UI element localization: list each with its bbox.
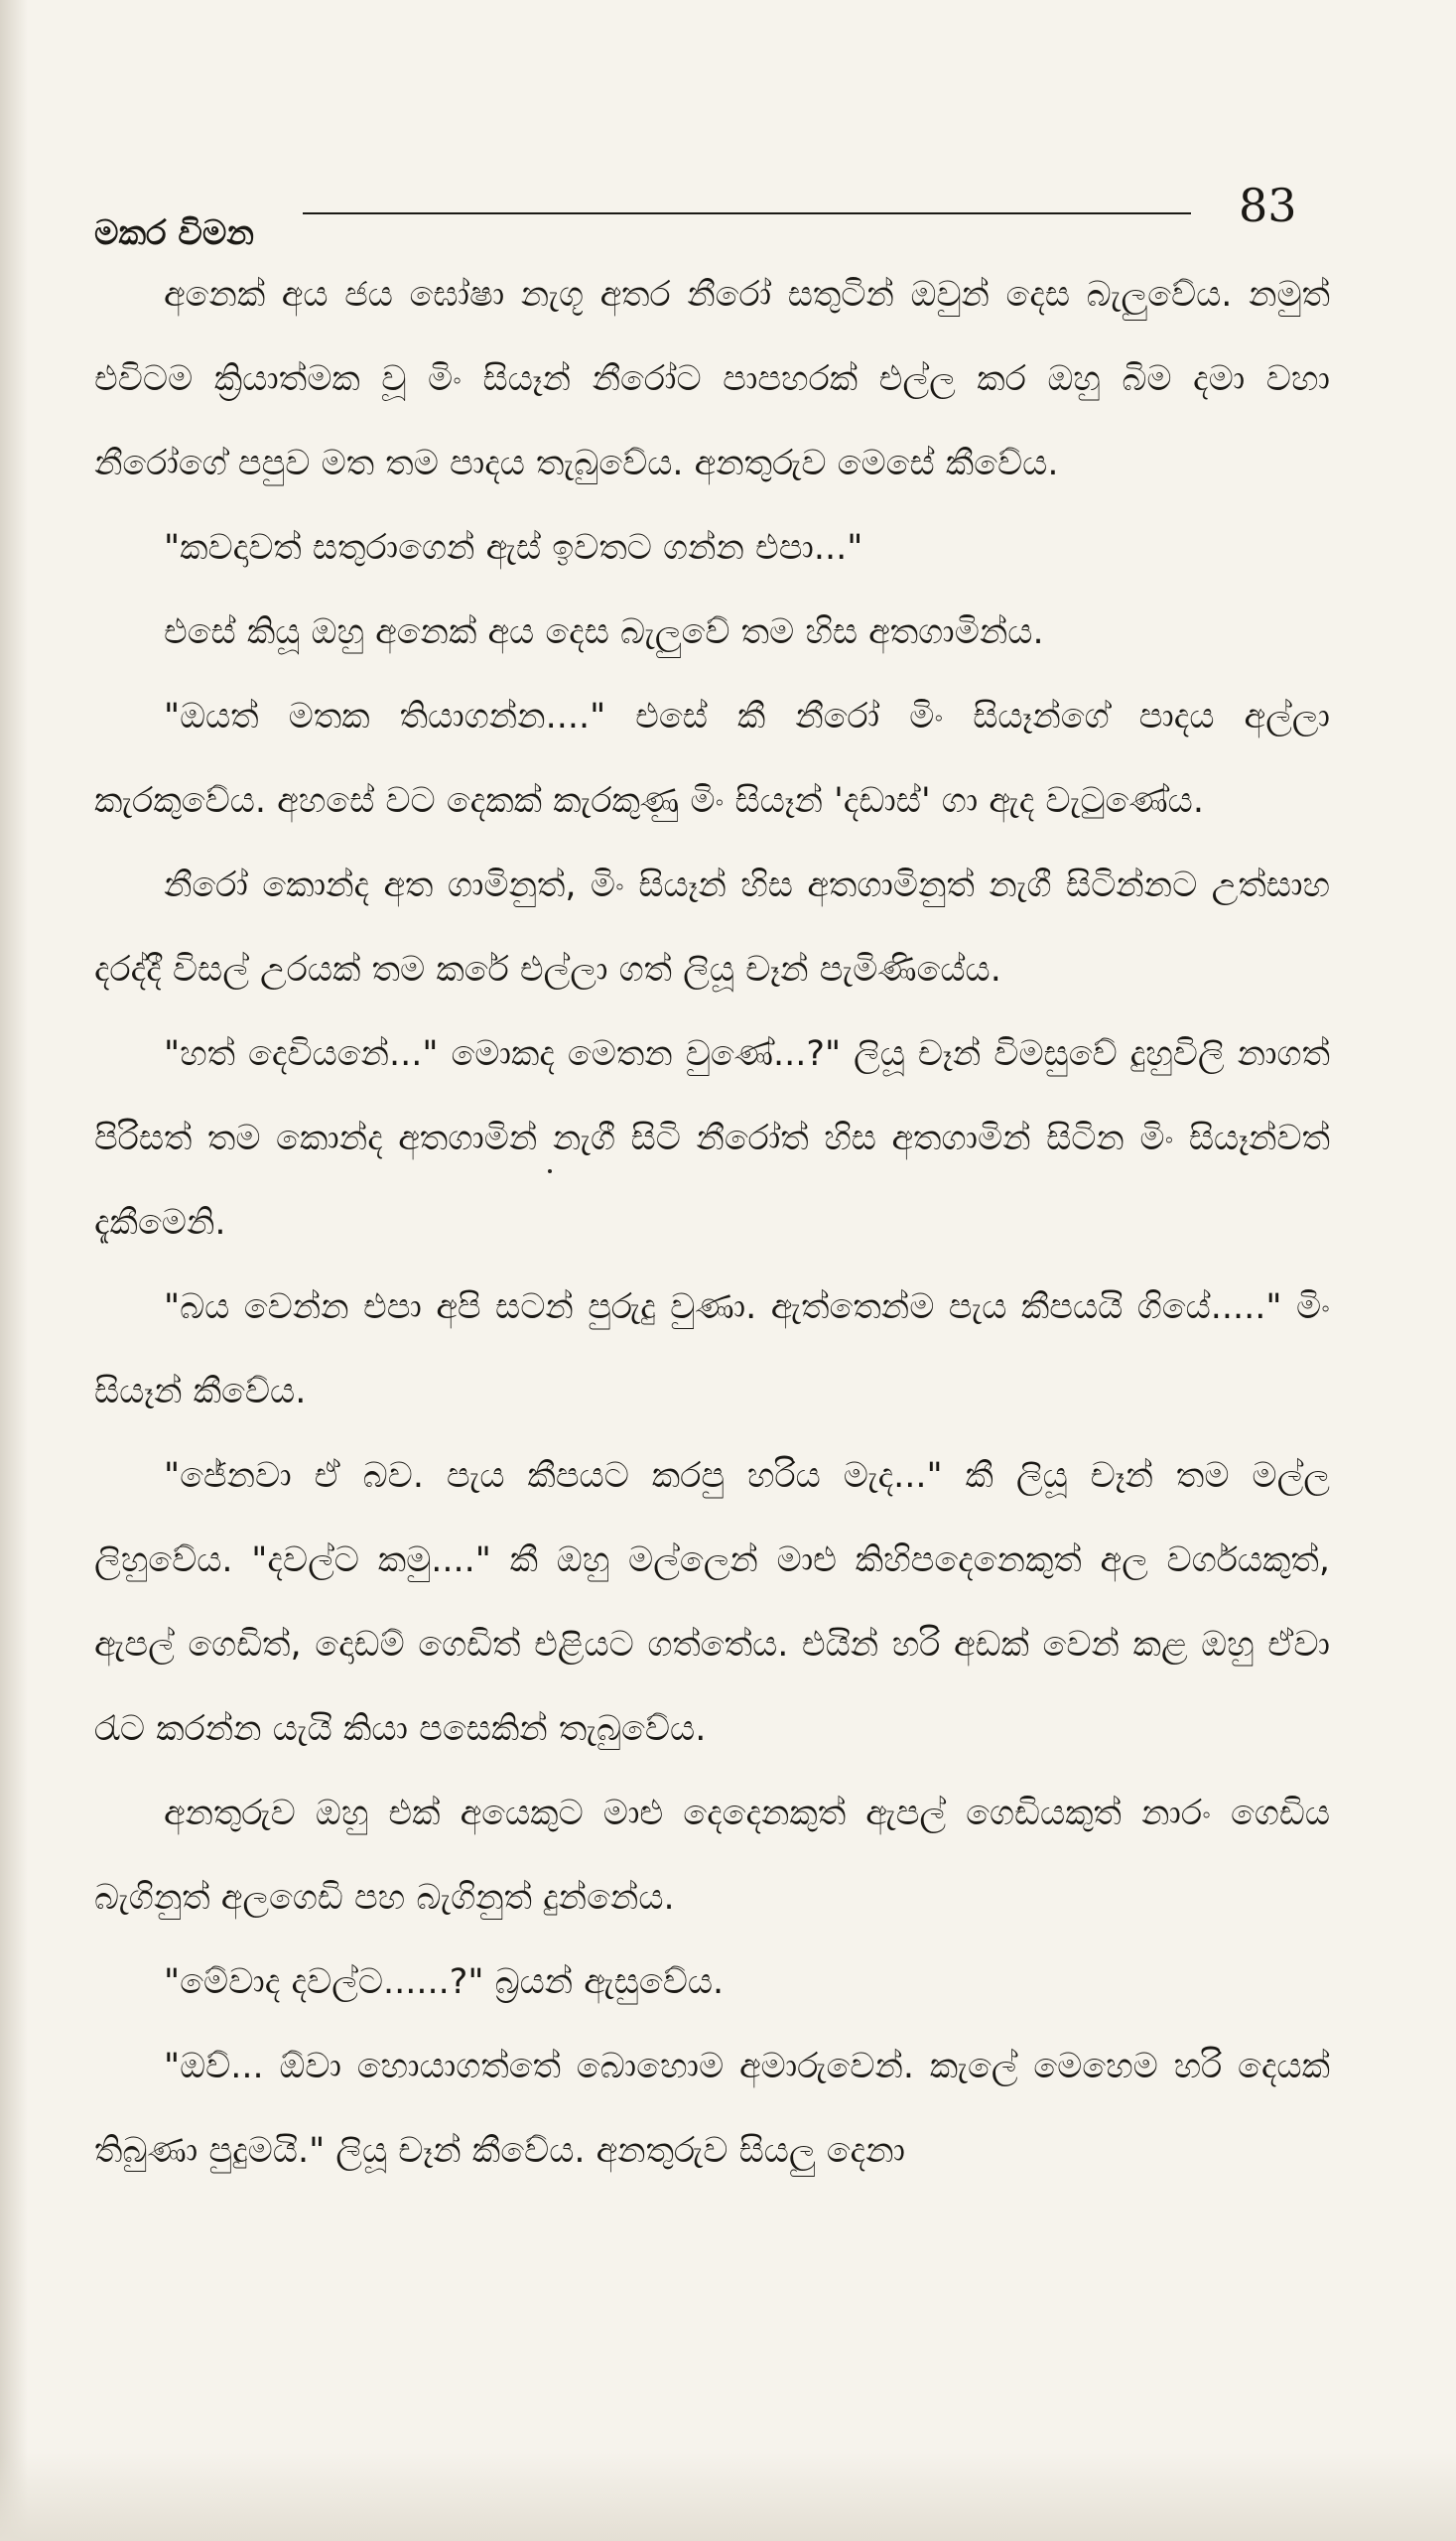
- paragraph: එසේ කියූ ඔහු අනෙක් අය දෙස බැලුවේ තම හිස අතගාමින්ය.: [164, 612, 1044, 652]
- paragraph: "ඔයත් මතක තියාගන්න...." එසේ කී නීරෝ මිං සියෑන්ගේ පාදය අල්ලා කැරකුවේය. අහසේ වට දෙකක් කැරකුණු මිං සියෑන් 'දඩාස්' ගා ඇද වැටුණේය.: [94, 697, 1330, 821]
- header-rule: [303, 212, 1191, 214]
- paragraph: "කවදාවත් සතුරාගෙන් ඇස් ඉවතට ගන්න එපා...": [164, 528, 863, 568]
- page-edge-shadow: [0, 0, 28, 2541]
- paragraph: නීරෝ කොන්ද අත ගාමිනුත්, මිං සියෑන් හිස අතගාමිනුත් නැගී සිටින්නට උත්සාහ දරද්දී විසල් උරයක් තම කරේ එල්ලා ගත් ලියූ චෑන් පැමිණියේය.: [94, 866, 1330, 990]
- paragraph: "ජේනවා ඒ බව. පැය කීපයට කරපු හරිය මැද..." කී ලියූ චෑන් තම මල්ල ලිහුවේය. "දවල්ට කමු...." කී ඔහු මල්ලෙන් මාළු කිහිපදෙනෙකුත් අල වර්ගයකුත්, ඇපල් ගෙඩිත්, දොඩම් ගෙඩිත් එළියට ගත්තේය. එයින් හරි අඩක් වෙන් කළ ඔහු ඒවා රැට කරන්න යැයි කියා පසෙකින් තැබුවේය.: [94, 1456, 1330, 1749]
- ink-speck: [548, 1169, 552, 1173]
- paragraph: අනෙක් අය ජය ඝෝෂා නැගූ අතර නීරෝ සතුටින් ඔවුන් දෙස බැලුවේය. නමුත් එවිටම ක්‍රියාත්මක වූ මිං සියෑන් නීරෝට පාපහරක් එල්ල කර ඔහු බිම දමා වහා නීරෝගේ පපුව මත තම පාදය තැබුවේය. අනතුරුව මෙසේ කීවේය.: [94, 275, 1330, 483]
- page-bottom-shadow: [0, 2452, 1456, 2541]
- paragraph: "බය වෙන්න එපා අපි සටන් පුරුදු වුණා. ඇත්තෙන්ම පැය කීපයයි ගියේ....." මිං සියෑන් කීවේය.: [94, 1287, 1330, 1411]
- paragraph: "මේවාද දවල්ට......?" බ්‍රයන් ඇසුවේය.: [164, 1962, 725, 2002]
- paragraph: "හත් දෙවියනේ..." මොකද මෙතන වුණේ...?" ලියූ චෑන් විමසුවේ දුහුවිලි නාගත් පිරිසත් තම කොන්ද අතගාමින් නැගී සිටි නීරෝත් හිස අතගාමින් සිටින මිං සියෑන්වත් දැකීමෙනි.: [94, 1034, 1330, 1243]
- paragraph: අනතුරුව ඔහු එක් අයෙකුට මාළු දෙදෙනකුත් ඇපල් ගෙඩියකුත් නාරං ගෙඩිය බැගිනුත් අලගෙඩි පහ බැගිනුත් දුන්නේය.: [94, 1794, 1330, 1918]
- page-number: 83: [1239, 179, 1297, 232]
- paragraph: "ඔව්... ඕවා හොයාගත්තේ බොහොම අමාරුවෙන්. කැලේ මෙහෙම හරි දෙයක් තිබුණා පුදුමයි." ලියූ චෑන් කීවේය. අනතුරුව සියලු දෙනා: [94, 2047, 1330, 2171]
- running-head: මකර විමන: [94, 213, 254, 253]
- body-text: [94, 253, 1330, 2194]
